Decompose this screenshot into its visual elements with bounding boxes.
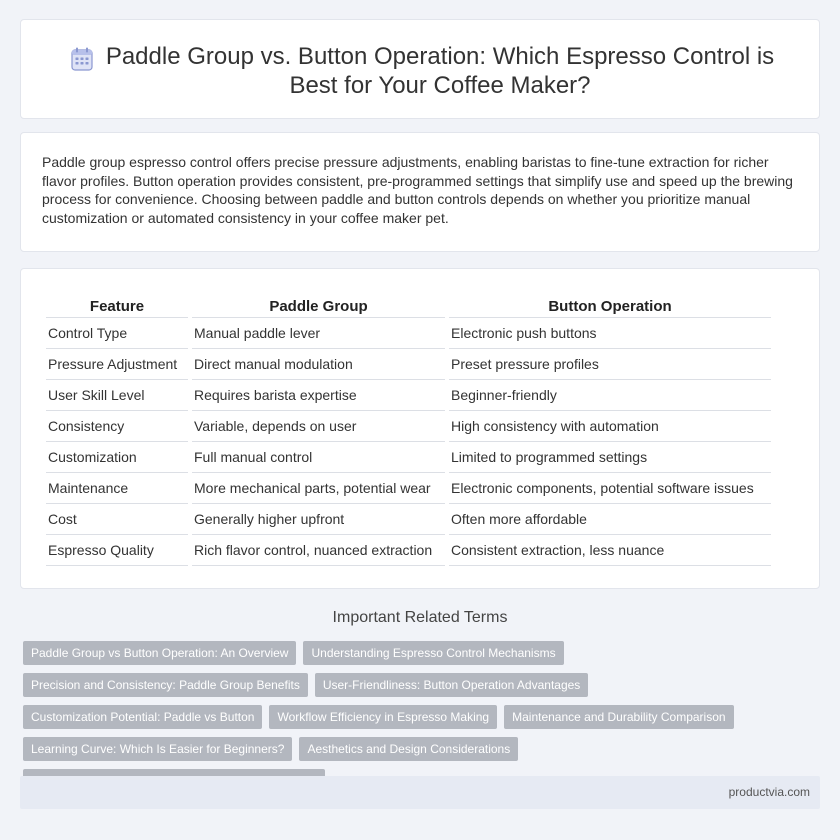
- comparison-table: [42, 295, 775, 566]
- paddle-cell: More mechanical parts, potential wear: [192, 473, 445, 504]
- button-cell: Preset pressure profiles: [449, 349, 771, 380]
- feature-cell: Pressure Adjustment: [46, 349, 188, 380]
- feature-cell: Control Type: [46, 318, 188, 349]
- description-text: Paddle group espresso control offers precise pressure adjustments, enabling baristas to fine-tune extraction for richer flavor profiles. Button operation provides consistent, pre-programmed settings that simplify use and speed up the brewing process for convenience. Choosing between paddle and button controls depends on whether you prioritize manual customization or automated consistency in your coffee maker pet.: [42, 154, 793, 226]
- paddle-cell: Direct manual modulation: [192, 349, 445, 380]
- related-term-tag[interactable]: Paddle Group vs Button Operation: An Overview: [23, 641, 296, 665]
- related-term-tag[interactable]: Workflow Efficiency in Espresso Making: [269, 705, 497, 729]
- paddle-cell: Generally higher upfront: [192, 504, 445, 535]
- button-cell: Limited to programmed settings: [449, 442, 771, 473]
- header-button-operation: Button Operation: [449, 295, 771, 318]
- feature-cell: Espresso Quality: [46, 535, 188, 566]
- related-term-tag[interactable]: Understanding Espresso Control Mechanisms: [303, 641, 563, 665]
- paddle-cell: Full manual control: [192, 442, 445, 473]
- related-term-tag[interactable]: Learning Curve: Which Is Easier for Beginners?: [23, 737, 292, 761]
- button-cell: Beginner-friendly: [449, 380, 771, 411]
- table-row: [46, 411, 771, 442]
- related-term-tag[interactable]: Customization Potential: Paddle vs Button: [23, 705, 262, 729]
- paddle-cell: Manual paddle lever: [192, 318, 445, 349]
- button-cell: Often more affordable: [449, 504, 771, 535]
- button-cell: Electronic push buttons: [449, 318, 771, 349]
- description-card: [20, 132, 820, 252]
- related-terms-heading: Important Related Terms: [332, 609, 508, 626]
- title-card: [20, 19, 820, 119]
- footer-site-link[interactable]: productvia.com: [728, 785, 810, 799]
- table-row: [46, 535, 771, 566]
- button-cell: Electronic components, potential software issues: [449, 473, 771, 504]
- related-term-tag[interactable]: Precision and Consistency: Paddle Group Benefits: [23, 673, 308, 697]
- related-term-tag[interactable]: Aesthetics and Design Considerations: [299, 737, 518, 761]
- paddle-cell: Variable, depends on user: [192, 411, 445, 442]
- table-row: [46, 349, 771, 380]
- feature-cell: User Skill Level: [46, 380, 188, 411]
- table-row: [46, 318, 771, 349]
- button-cell: High consistency with automation: [449, 411, 771, 442]
- table-row: [46, 504, 771, 535]
- table-row: [46, 473, 771, 504]
- feature-cell: Maintenance: [46, 473, 188, 504]
- header-paddle-group: Paddle Group: [192, 295, 445, 318]
- related-terms-list: [23, 641, 823, 793]
- feature-cell: Customization: [46, 442, 188, 473]
- feature-cell: Consistency: [46, 411, 188, 442]
- paddle-cell: Requires barista expertise: [192, 380, 445, 411]
- related-term-tag[interactable]: Maintenance and Durability Comparison: [504, 705, 733, 729]
- footer: [20, 776, 820, 809]
- paddle-cell: Rich flavor control, nuanced extraction: [192, 535, 445, 566]
- table-header-row: [46, 295, 771, 318]
- feature-cell: Cost: [46, 504, 188, 535]
- button-cell: Consistent extraction, less nuance: [449, 535, 771, 566]
- table-row: [46, 442, 771, 473]
- related-term-tag[interactable]: User-Friendliness: Button Operation Advantages: [315, 673, 588, 697]
- page-title: Paddle Group vs. Button Operation: Which Espresso Control is Best for Your Coffee Maker?: [105, 43, 775, 99]
- table-row: [46, 380, 771, 411]
- comparison-table-card: [20, 268, 820, 589]
- header-feature: Feature: [46, 295, 188, 318]
